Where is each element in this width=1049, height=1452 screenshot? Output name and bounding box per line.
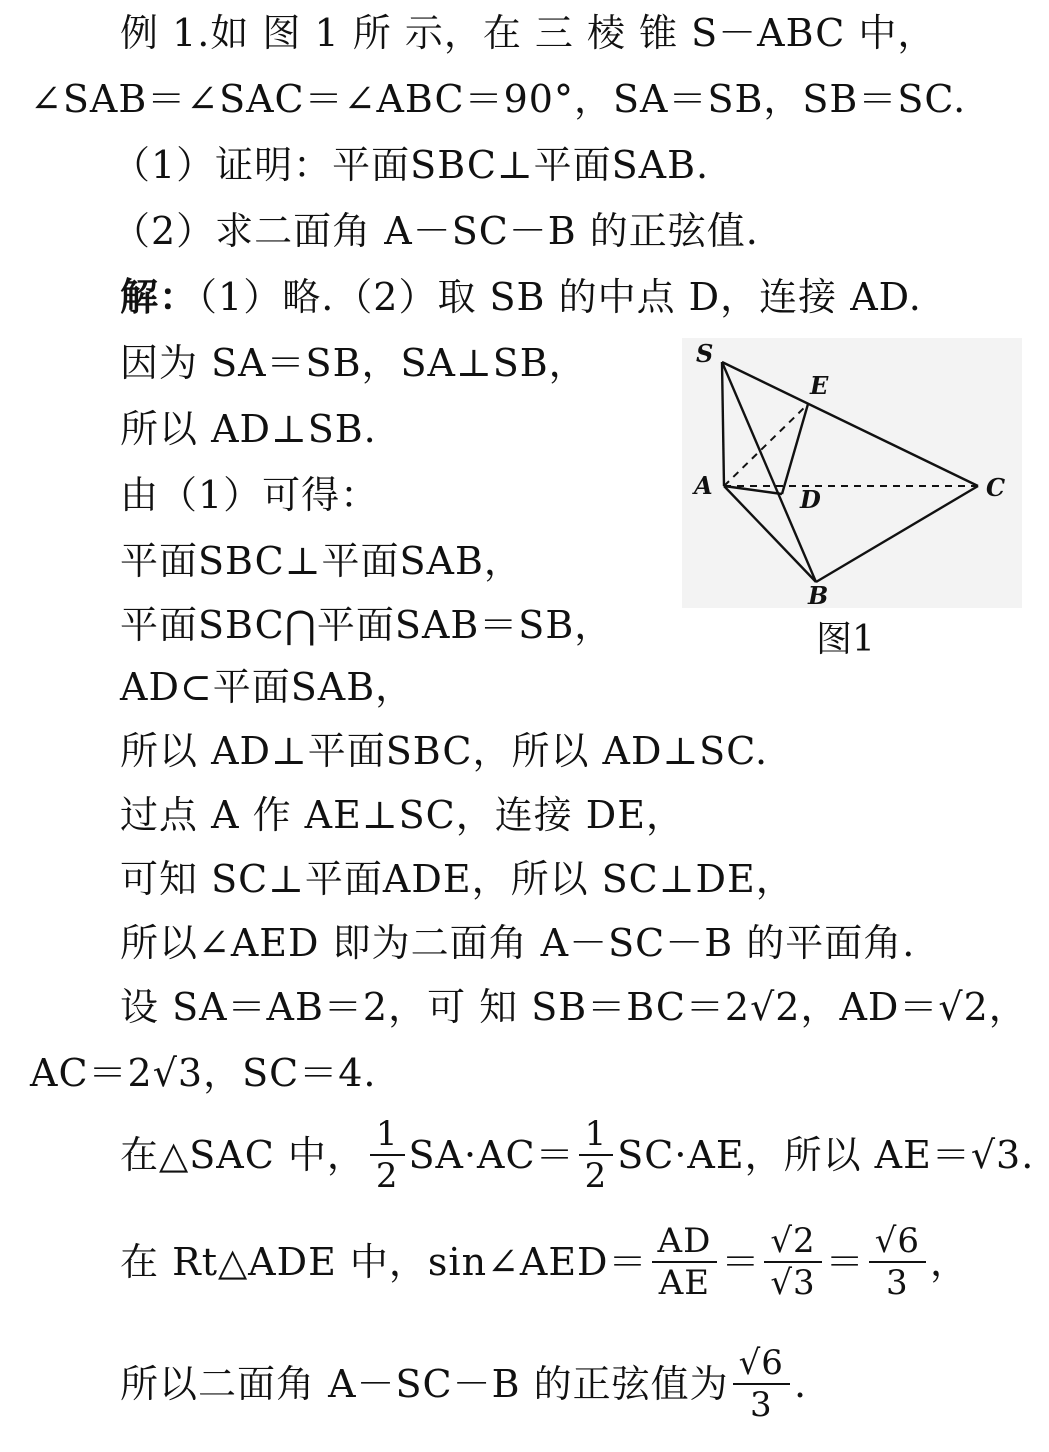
fraction-root6-over-3 <box>869 1221 926 1303</box>
line-18-text-b: SA·AC＝ <box>408 1133 575 1177</box>
line-3: （1）证明：平面SBC⊥平面SAB. <box>112 143 710 187</box>
fraction-numerator: √2 <box>764 1221 821 1263</box>
fraction-denominator: AE <box>658 1263 711 1303</box>
fraction-numerator: 1 <box>370 1114 405 1156</box>
segment-DE <box>782 404 808 494</box>
tetrahedron-figure <box>682 338 1022 608</box>
line-8: 由（1）可得： <box>120 473 380 517</box>
line-20-text-a: 所以二面角 A－SC－B 的正弦值为 <box>120 1362 729 1406</box>
line-15: 所以∠AED 即为二面角 A－SC－B 的平面角. <box>120 921 916 965</box>
line-18 <box>120 1110 1034 1200</box>
solution-label: 解： <box>120 274 199 319</box>
line-12: 所以 AD⊥平面SBC，所以 AD⊥SC. <box>120 729 769 773</box>
fraction-denominator: √3 <box>770 1263 816 1303</box>
line-17: AC＝2√3，SC＝4. <box>30 1051 377 1095</box>
line-20-text-b: . <box>793 1362 808 1406</box>
line-5 <box>120 274 922 320</box>
label-B: B <box>808 581 829 608</box>
fraction-denominator: 2 <box>375 1156 399 1196</box>
solution-step: （1）略.（2）取 SB 的中点 D，连接 AD. <box>198 275 922 319</box>
line-2: ∠SAB＝∠SAC＝∠ABC＝90°，SA＝SB，SB＝SC. <box>30 77 967 121</box>
line-1 <box>120 10 936 56</box>
fraction-numerator: √6 <box>733 1343 790 1385</box>
edge-SA <box>722 362 724 486</box>
line-19-text-d: ， <box>929 1240 969 1284</box>
fraction-root2-over-root3 <box>764 1221 821 1303</box>
fraction-denominator: 3 <box>749 1385 773 1425</box>
line-20 <box>120 1336 807 1432</box>
fraction-one-half-a <box>370 1114 405 1196</box>
line-9: 平面SBC⊥平面SAB， <box>120 539 523 583</box>
label-D: D <box>800 485 821 514</box>
label-S: S <box>696 339 714 368</box>
line-18-text-c: SC·AE，所以 AE＝√3. <box>617 1133 1035 1177</box>
fraction-numerator: 1 <box>579 1114 614 1156</box>
line-18-text-a: 在△SAC 中， <box>120 1133 366 1177</box>
edge-SB <box>722 362 816 582</box>
line-10: 平面SBC⋂平面SAB＝SB， <box>120 603 614 647</box>
fraction-numerator: √6 <box>869 1221 926 1263</box>
fraction-denominator: 3 <box>886 1263 909 1303</box>
fraction-numerator: AD <box>652 1221 718 1263</box>
fraction-ad-over-ae <box>652 1221 718 1303</box>
line-4: （2）求二面角 A－SC－B 的正弦值. <box>112 209 759 253</box>
label-C: C <box>986 473 1006 502</box>
line-16: 设 SA＝AB＝2，可 知 SB＝BC＝2√2，AD＝√2， <box>120 985 1028 1029</box>
fraction-one-half-b <box>579 1114 614 1196</box>
edge-BC <box>816 486 978 582</box>
tetrahedron-diagram <box>682 338 1022 608</box>
line-7: 所以 AD⊥SB. <box>120 407 377 451</box>
segment-AD <box>724 486 782 494</box>
figure-caption: 图1 <box>816 619 875 660</box>
line-19 <box>120 1214 969 1310</box>
line-6: 因为 SA＝SB，SA⊥SB， <box>120 341 588 385</box>
fraction-root6-over-3-final <box>733 1343 790 1425</box>
label-A: A <box>694 471 713 500</box>
example-label: 例 1.如 图 1 所 示，在 三 棱 锥 S－ABC 中， <box>120 11 937 55</box>
fraction-denominator: 2 <box>584 1156 608 1196</box>
line-19-text-b: ＝ <box>721 1240 761 1284</box>
line-19-text-c: ＝ <box>825 1240 865 1284</box>
line-14: 可知 SC⊥平面ADE，所以 SC⊥DE， <box>120 857 795 901</box>
edge-SC <box>722 362 978 486</box>
label-E: E <box>810 371 829 400</box>
line-11: AD⊂平面SAB， <box>120 665 415 709</box>
line-19-text-a: 在 Rt△ADE 中，sin∠AED＝ <box>120 1240 648 1284</box>
line-13: 过点 A 作 AE⊥SC，连接 DE， <box>120 793 685 837</box>
